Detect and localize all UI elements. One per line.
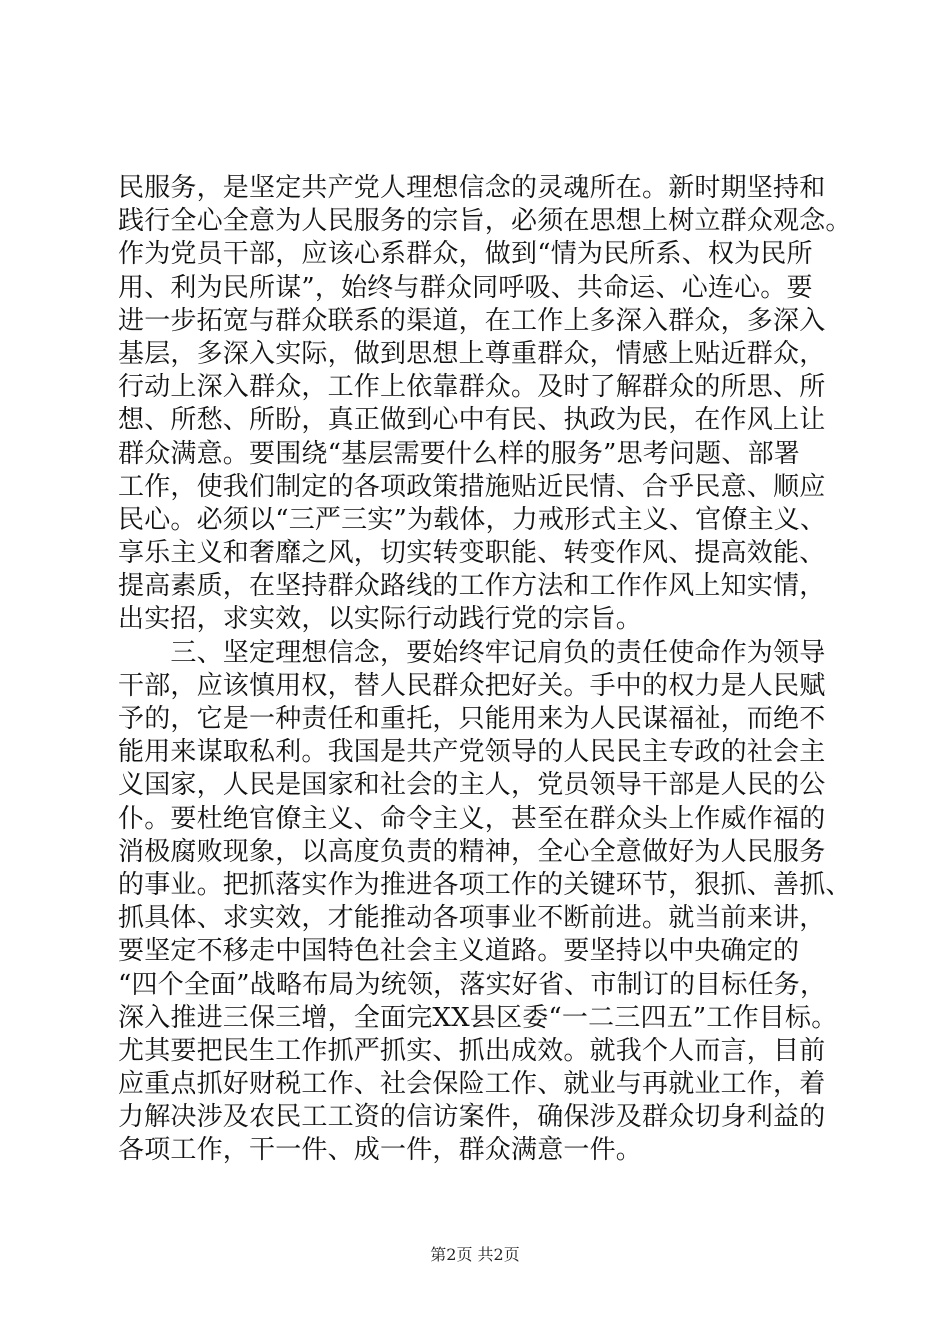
text-line: 想、所愁、所盼，真正做到心中有民、执政为民，在作风上让 xyxy=(118,405,826,436)
text-line: 践行全心全意为人民服务的宗旨，必须在思想上树立群众观念。 xyxy=(118,206,852,237)
page-footer xyxy=(0,1244,950,1266)
text-line: 用、利为民所谋”，始终与群众同呼吸、共命运、心连心。要 xyxy=(118,272,813,303)
text-line: 基层，多深入实际，做到思想上尊重群众，情感上贴近群众， xyxy=(118,338,826,369)
text-line: 群众满意。要围绕“基层需要什么样的服务”思考问题、部署 xyxy=(118,438,800,469)
text-line: 予的，它是一种责任和重托，只能用来为人民谋福祉，而绝不 xyxy=(118,704,826,734)
text-line: 力解决涉及农民工工资的信访案件，确保涉及群众切身利益的 xyxy=(118,1102,826,1133)
text-line: 进一步拓宽与群众联系的渠道，在工作上多深入群众，多深入 xyxy=(118,305,826,336)
text-line: 抓具体、求实效，才能推动各项事业不断前进。就当前来讲， xyxy=(118,903,826,934)
text-line: 尤其要把民生工作抓严抓实、抓出成效。就我个人而言，目前 xyxy=(118,1035,826,1066)
text-line: 各项工作，干一件、成一件，群众满意一件。 xyxy=(118,1135,643,1166)
text-line: 享乐主义和奢靡之风，切实转变职能、转变作风、提高效能、 xyxy=(118,538,826,569)
text-line: 工作，使我们制定的各项政策措施贴近民情、合乎民意、顺应 xyxy=(118,471,826,502)
text-line: 提高素质，在坚持群众路线的工作方法和工作作风上知实情， xyxy=(118,571,826,602)
text-line: 仆。要杜绝官僚主义、命令主义，甚至在群众头上作威作福的 xyxy=(118,803,826,834)
text-line: 消极腐败现象，以高度负责的精神，全心全意做好为人民服务 xyxy=(118,836,826,867)
text-line: 出实招，求实效，以实际行动践行党的宗旨。 xyxy=(118,604,643,635)
text-line: 应重点抓好财税工作、社会保险工作、就业与再就业工作，着 xyxy=(118,1069,826,1100)
text-line: 作为党员干部，应该心系群众，做到“情为民所系、权为民所 xyxy=(118,239,813,270)
text-line: 干部，应该慎用权，替人民群众把好关。手中的权力是人民赋 xyxy=(118,670,826,701)
text-line: 能用来谋取私利。我国是共产党领导的人民民主专政的社会主 xyxy=(118,737,826,768)
text-line: 要坚定不移走中国特色社会主义道路。要坚持以中央确定的 xyxy=(118,936,800,967)
page-indicator: 第2页 共2页 xyxy=(430,1245,520,1264)
text-line: 义国家，人民是国家和社会的主人，党员领导干部是人民的公 xyxy=(118,770,826,801)
text-line: 的事业。把抓落实作为推进各项工作的关键环节，狠抓、善抓、 xyxy=(118,869,852,900)
text-line: 三、坚定理想信念，要始终牢记肩负的责任使命作为领导 xyxy=(118,637,826,668)
text-line: “四个全面”战略布局为统领，落实好省、市制订的目标任务， xyxy=(118,969,827,1000)
text-line: 行动上深入群众，工作上依靠群众。及时了解群众的所思、所 xyxy=(118,372,826,403)
text-line: 深入推进三保三增，全面完XX县区委“一二三四五”工作目标。 xyxy=(118,1002,838,1033)
text-line: 民心。必须以“三严三实”为载体，力戒形式主义、官僚主义、 xyxy=(118,504,827,535)
body-text xyxy=(118,172,852,1168)
text-line: 民服务，是坚定共产党人理想信念的灵魂所在。新时期坚持和 xyxy=(118,173,826,203)
